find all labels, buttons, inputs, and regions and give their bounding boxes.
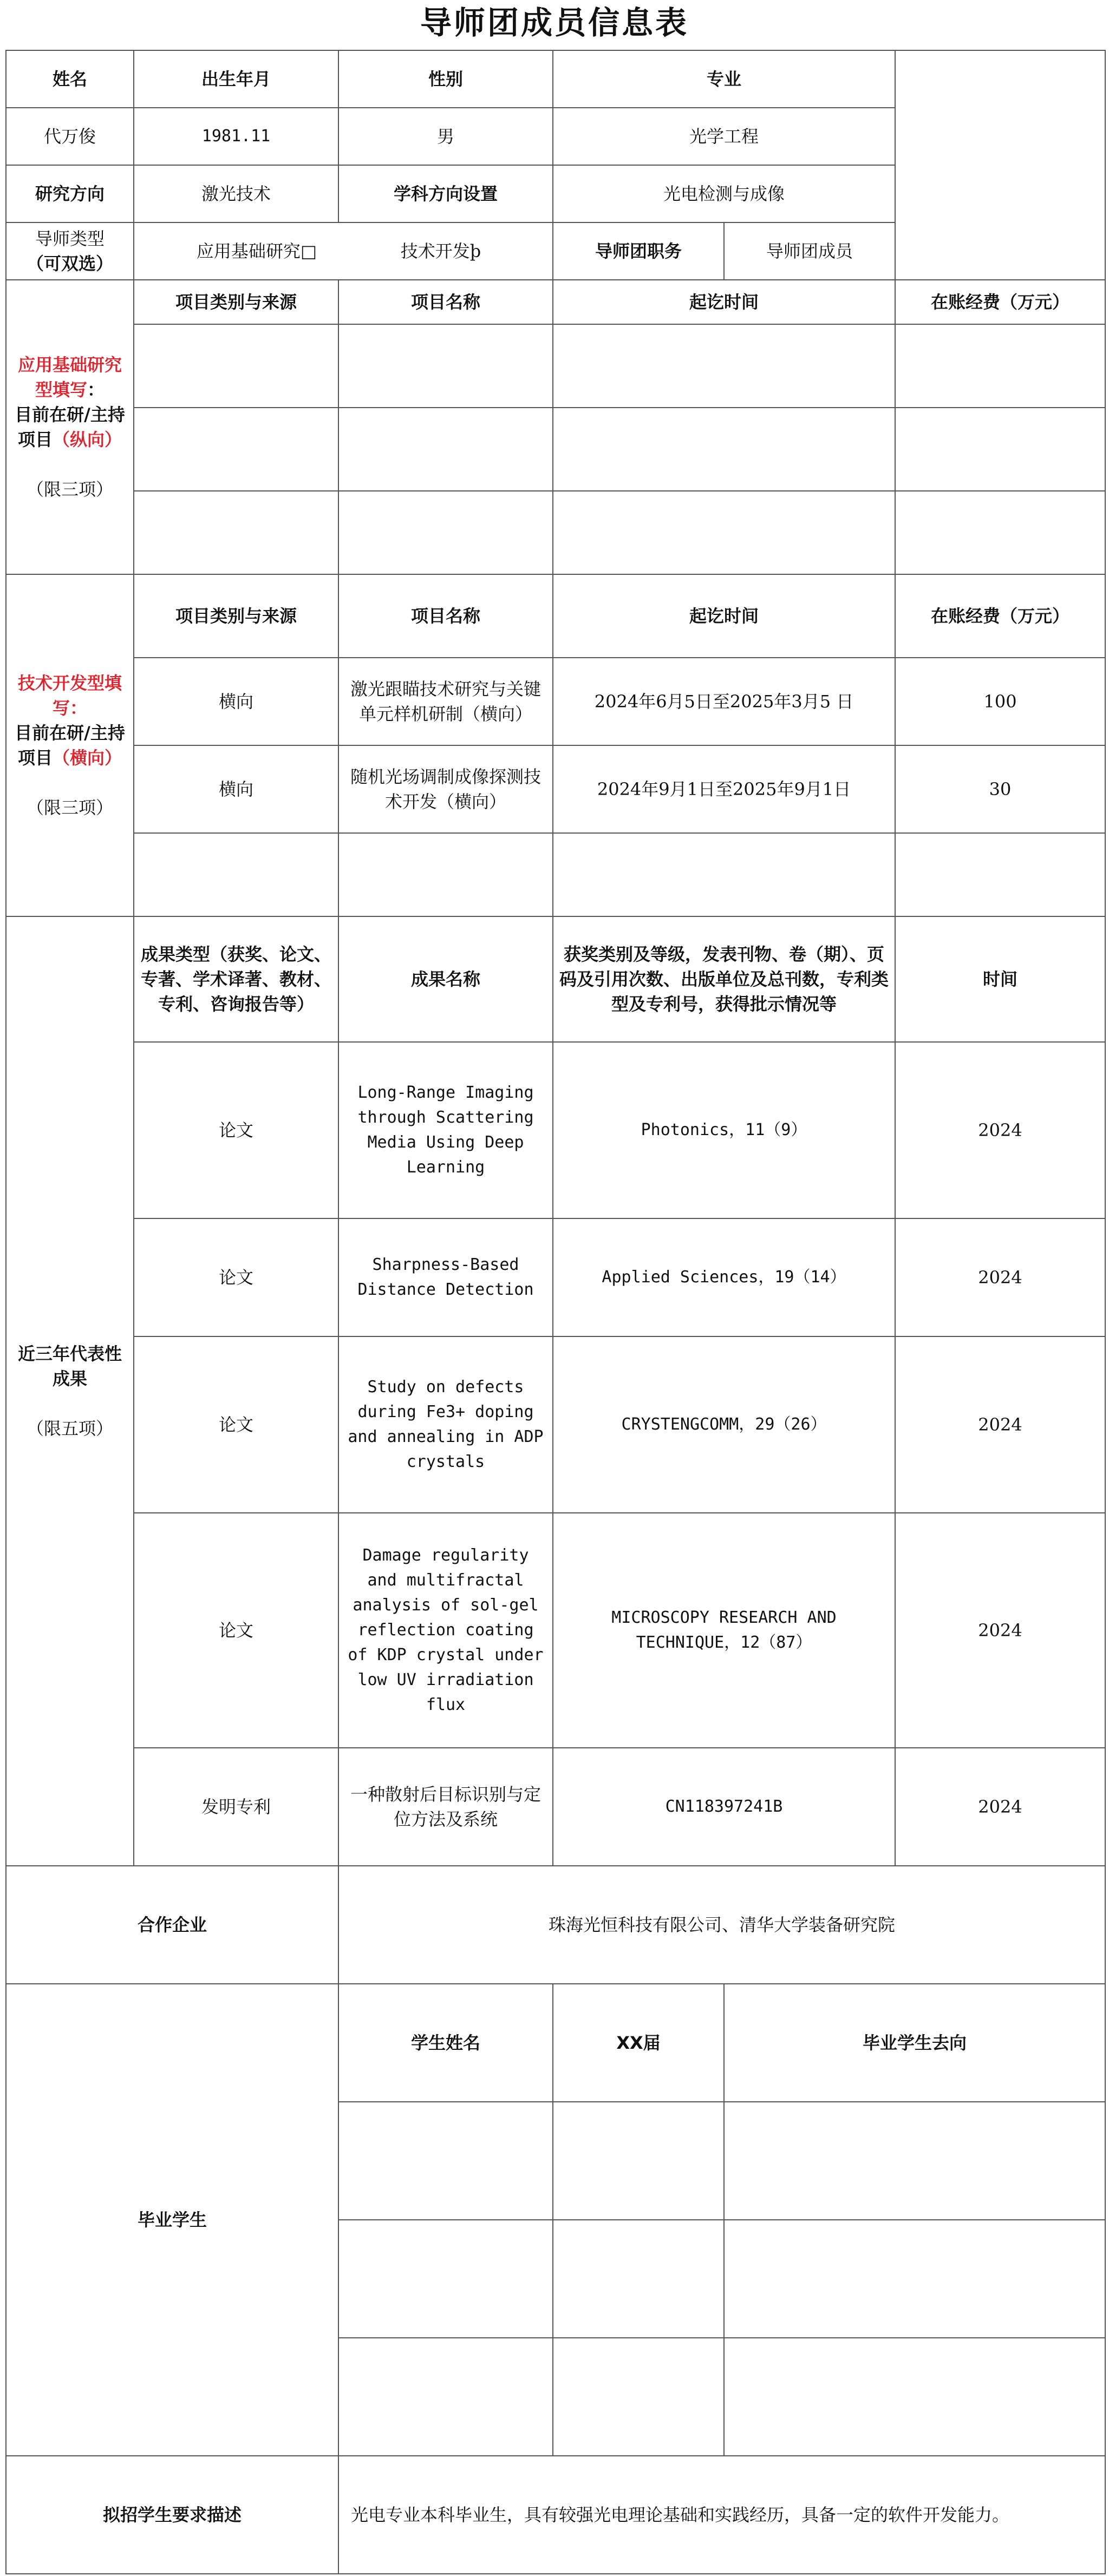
research-value: 激光技术 bbox=[134, 165, 338, 222]
empty-cell bbox=[724, 2102, 1105, 2220]
empty-cell bbox=[724, 2338, 1105, 2456]
applied-header-category: 项目类别与来源 bbox=[134, 280, 338, 324]
ach-detail: CRYSTENGCOMM，29（26） bbox=[553, 1336, 895, 1513]
ach-type: 发明专利 bbox=[134, 1748, 338, 1866]
table-row bbox=[6, 1748, 1105, 1866]
empty-cell bbox=[553, 491, 895, 574]
header-discipline: 学科方向设置 bbox=[338, 165, 553, 222]
photo-cell bbox=[895, 50, 1105, 280]
tech-header-funding: 在账经费（万元） bbox=[895, 574, 1105, 658]
ach-time: 2024 bbox=[895, 1042, 1105, 1218]
option-tech-dev: 技术开发þ bbox=[400, 241, 481, 261]
mentor-type-options bbox=[134, 222, 553, 280]
table-row bbox=[6, 1042, 1105, 1218]
table-row bbox=[6, 2456, 1105, 2574]
header-research: 研究方向 bbox=[6, 165, 134, 222]
tech-header-category: 项目类别与来源 bbox=[134, 574, 338, 658]
header-birth: 出生年月 bbox=[134, 50, 338, 108]
tech-project-name: 随机光场调制成像探测技术开发（横向） bbox=[338, 745, 553, 833]
tech-funding: 30 bbox=[895, 745, 1105, 833]
achievements-label: 近三年代表性成果 bbox=[17, 1343, 122, 1389]
tech-funding: 100 bbox=[895, 658, 1105, 745]
ach-type: 论文 bbox=[134, 1218, 338, 1336]
partners-value: 珠海光恒科技有限公司、清华大学装备研究院 bbox=[338, 1866, 1105, 1984]
header-name: 姓名 bbox=[6, 50, 134, 108]
ach-name: Sharpness-Based Distance Detection bbox=[338, 1218, 553, 1336]
ach-time: 2024 bbox=[895, 1513, 1105, 1748]
ach-type: 论文 bbox=[134, 1336, 338, 1513]
table-row bbox=[6, 280, 1105, 324]
tech-project-name: 激光跟瞄技术研究与关键单元样机研制（横向） bbox=[338, 658, 553, 745]
tech-category: 横向 bbox=[134, 745, 338, 833]
grad-header-class: XX届 bbox=[553, 1984, 724, 2102]
empty-cell bbox=[553, 2102, 724, 2220]
empty-cell bbox=[134, 491, 338, 574]
ach-detail: MICROSCOPY RESEARCH AND TECHNIQUE，12（87） bbox=[553, 1513, 895, 1748]
table-row bbox=[6, 1218, 1105, 1336]
table-row bbox=[6, 50, 1105, 108]
requirements-value: 光电专业本科毕业生，具有较强光电理论基础和实践经历，具备一定的软件开发能力。 bbox=[338, 2456, 1105, 2574]
ach-header-detail: 获奖类别及等级，发表刊物、卷（期）、页码及引用次数、出版单位及总刊数，专利类型及专利号，获得批示情况等 bbox=[553, 916, 895, 1042]
empty-cell bbox=[724, 2220, 1105, 2338]
applied-header-project: 项目名称 bbox=[338, 280, 553, 324]
empty-cell bbox=[895, 324, 1105, 408]
option-applied-basic: 应用基础研究□ bbox=[196, 241, 317, 261]
applied-header-period: 起讫时间 bbox=[553, 280, 895, 324]
empty-cell bbox=[338, 408, 553, 491]
applied-section-label bbox=[6, 280, 134, 574]
ach-detail: CN118397241B bbox=[553, 1748, 895, 1866]
tech-label-limit: （限三项） bbox=[26, 797, 113, 818]
empty-cell bbox=[134, 833, 338, 916]
empty-cell bbox=[338, 833, 553, 916]
applied-label-colon: ： bbox=[87, 379, 105, 400]
partners-label: 合作企业 bbox=[6, 1866, 338, 1984]
applied-label-limit: （限三项） bbox=[26, 479, 113, 500]
name-value: 代万俊 bbox=[6, 108, 134, 165]
tech-period: 2024年6月5日至2025年3月5 日 bbox=[553, 658, 895, 745]
empty-cell bbox=[338, 324, 553, 408]
achievements-section-label bbox=[6, 916, 134, 1866]
empty-cell bbox=[134, 408, 338, 491]
tech-category: 横向 bbox=[134, 658, 338, 745]
applied-label-red2: （纵向） bbox=[53, 429, 122, 450]
header-role: 导师团职务 bbox=[553, 222, 724, 280]
empty-cell bbox=[553, 408, 895, 491]
table-row bbox=[6, 324, 1105, 408]
ach-name: Long-Range Imaging through Scattering Media Using Deep Learning bbox=[338, 1042, 553, 1218]
mentor-info-table bbox=[5, 50, 1106, 2574]
grad-header-destination: 毕业学生去向 bbox=[724, 1984, 1105, 2102]
empty-cell bbox=[895, 491, 1105, 574]
page-title: 导师团成员信息表 bbox=[420, 4, 689, 41]
ach-name: Study on defects during Fe3+ doping and annealing in ADP crystals bbox=[338, 1336, 553, 1513]
birth-value: 1981.11 bbox=[134, 108, 338, 165]
tech-label-red2: （横向） bbox=[53, 748, 122, 768]
table-row bbox=[6, 1984, 1105, 2102]
empty-cell bbox=[338, 491, 553, 574]
ach-header-name: 成果名称 bbox=[338, 916, 553, 1042]
header-major: 专业 bbox=[553, 50, 895, 108]
empty-cell bbox=[895, 408, 1105, 491]
table-row bbox=[6, 491, 1105, 574]
ach-type: 论文 bbox=[134, 1042, 338, 1218]
tech-label-black: 目前在研/主持项目 bbox=[15, 723, 125, 768]
ach-type: 论文 bbox=[134, 1513, 338, 1748]
applied-label-black: 目前在研/主持项目 bbox=[15, 404, 125, 450]
table-row bbox=[6, 1866, 1105, 1984]
ach-name: 一种散射后目标识别与定位方法及系统 bbox=[338, 1748, 553, 1866]
ach-name: Damage regularity and multifractal analysis of sol-gel reflection coating of KDP crystal under low UV irradiation flux bbox=[338, 1513, 553, 1748]
table-row bbox=[6, 574, 1105, 658]
major-value: 光学工程 bbox=[553, 108, 895, 165]
empty-cell bbox=[553, 324, 895, 408]
applied-label-red: 应用基础研究型填写 bbox=[17, 355, 122, 400]
table-row bbox=[6, 1336, 1105, 1513]
mentor-type-note: （可双选） bbox=[26, 253, 113, 274]
empty-cell bbox=[553, 2338, 724, 2456]
table-row bbox=[6, 408, 1105, 491]
header-gender: 性别 bbox=[338, 50, 553, 108]
tech-section-label bbox=[6, 574, 134, 916]
mentor-type-label: 导师类型 bbox=[35, 228, 105, 249]
ach-detail: Applied Sciences，19（14） bbox=[553, 1218, 895, 1336]
ach-header-time: 时间 bbox=[895, 916, 1105, 1042]
ach-time: 2024 bbox=[895, 1218, 1105, 1336]
table-row bbox=[6, 916, 1105, 1042]
empty-cell bbox=[895, 833, 1105, 916]
empty-cell bbox=[553, 2220, 724, 2338]
ach-time: 2024 bbox=[895, 1336, 1105, 1513]
empty-cell bbox=[553, 833, 895, 916]
table-row bbox=[6, 658, 1105, 745]
ach-time: 2024 bbox=[895, 1748, 1105, 1866]
tech-header-project: 项目名称 bbox=[338, 574, 553, 658]
table-row bbox=[6, 833, 1105, 916]
grad-header-name: 学生姓名 bbox=[338, 1984, 553, 2102]
tech-period: 2024年9月1日至2025年9月1日 bbox=[553, 745, 895, 833]
table-row bbox=[6, 745, 1105, 833]
achievements-label-limit: （限五项） bbox=[26, 1418, 113, 1439]
empty-cell bbox=[134, 324, 338, 408]
discipline-value: 光电检测与成像 bbox=[553, 165, 895, 222]
empty-cell bbox=[338, 2220, 553, 2338]
graduates-label: 毕业学生 bbox=[6, 1984, 338, 2456]
gender-value: 男 bbox=[338, 108, 553, 165]
ach-detail: Photonics，11（9） bbox=[553, 1042, 895, 1218]
empty-cell bbox=[338, 2338, 553, 2456]
header-mentor-type bbox=[6, 222, 134, 280]
role-value: 导师团成员 bbox=[724, 222, 895, 280]
applied-header-funding: 在账经费（万元） bbox=[895, 280, 1105, 324]
requirements-label: 拟招学生要求描述 bbox=[6, 2456, 338, 2574]
table-row bbox=[6, 1513, 1105, 1748]
tech-label-red: 技术开发型填写： bbox=[17, 673, 122, 718]
tech-header-period: 起讫时间 bbox=[553, 574, 895, 658]
empty-cell bbox=[338, 2102, 553, 2220]
ach-header-type: 成果类型（获奖、论文、专著、学术译著、教材、专利、咨询报告等） bbox=[134, 916, 338, 1042]
